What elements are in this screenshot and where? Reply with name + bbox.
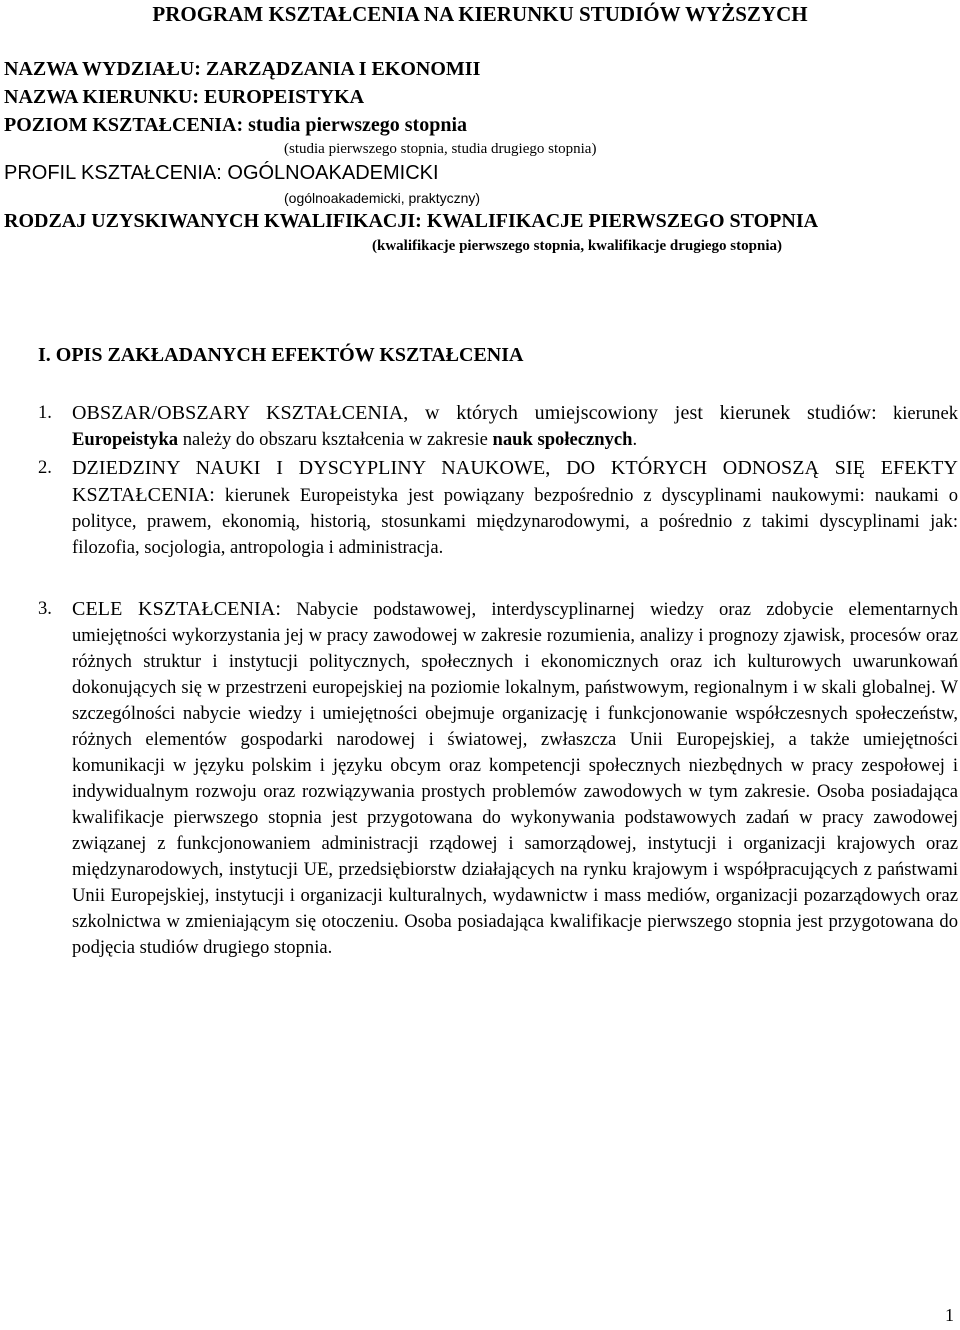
qualification-type-label: RODZAJ UZYSKIWANYCH KWALIFIKACJI: [4, 210, 427, 232]
item-bold-major: Europeistyka [72, 429, 179, 450]
education-profile-value: OGÓLNOAKADEMICKI [227, 162, 439, 184]
education-level-label: POZIOM KSZTAŁCENIA: [4, 114, 249, 136]
qualification-type [4, 210, 818, 233]
item-text: należy do obszaru kształcenia w zakresie [178, 429, 493, 450]
faculty-name: NAZWA WYDZIAŁU: ZARZĄDZANIA I EKONOMII [4, 58, 481, 80]
list-item-3 [38, 596, 958, 961]
list-item-2 [38, 455, 958, 561]
item-heading: OBSZAR/OBSZARY KSZTAŁCENIA, w których umiejscowiony jest kierunek studiów: [72, 402, 877, 424]
item-body [72, 400, 958, 453]
item-heading: DZIEDZINY NAUKI I DYSCYPLINY NAUKOWE, DO KTÓRYCH ODNOSZĄ SIĘ EFEKTY KSZTAŁCENIA: [72, 457, 958, 506]
qualification-type-note: (kwalifikacje pierwszego stopnia, kwalifikacje drugiego stopnia) [372, 238, 782, 254]
item-text: . [632, 429, 638, 450]
section-title: I. OPIS ZAKŁADANYCH EFEKTÓW KSZTAŁCENIA [38, 344, 524, 366]
education-profile-label: PROFIL KSZTAŁCENIA: [4, 162, 228, 184]
item-bold-area: nauk społecznych [492, 429, 633, 450]
list-item-1 [38, 400, 958, 453]
item-text: kierunek Europeistyka jest powiązany bezpośrednio z dyscyplinami naukowymi: naukami o polityce, prawem, ekonomią, historią, stosunkami międzynarodowymi, a pośrednio z takimi dyscyplinami jak: filozofia, socjologia, antropologia i administracja. [72, 485, 958, 558]
item-number: 2. [38, 457, 52, 478]
item-text: Nabycie podstawowej, interdyscyplinarnej wiedzy oraz zdobycie elementarnych umiejętności wykorzystania jej w pracy zawodowej w zakresie rozumienia, analizy i prognozy zjawisk, procesów oraz różnych struktur i instytucji politycznych, społecznych i ekonomicznych oraz ich kulturowych uwarunkowań dokonujących się w przestrzeni europejskiej na poziomie lokalnym, państwowym, regionalnym i w skali globalnej. W szczególności nabycie wiedzy i umiejętności obejmuje organizację i funkcjonowanie współczesnych społeczeństw, różnych elementów gospodarki narodowej i światowej, zwłaszcza Unii Europejskiej, a także umiejętności komunikacji w języku polskim i języku obcym oraz kompetencji społecznych niezbędnych w pracy zespołowej i indywidualnym rozwoju oraz rozwiązywania prostych problemów zawodowych w tym zakresie. Osoba posiadająca kwalifikacje pierwszego stopnia jest przygotowana do wykonywania podstawowych zadań w pracy zawodowej związanej z funkcjonowaniem administracji rządowej i samorządowej, instytucji i organizacji krajowych oraz międzynarodowych, instytucji UE, przedsiębiorstw działających na rynku krajowym i współpracujących z państwami Unii Europejskiej, instytucji i organizacji kulturalnych, wydawnictw i mass mediów, organizacji pozarządowych oraz szkolnictwa w zmieniającym się otoczeniu. Osoba posiadająca kwalifikacje pierwszego stopnia jest przygotowana do podjęcia studiów drugiego stopnia. [72, 599, 958, 958]
item-body [72, 455, 958, 561]
major-name: NAZWA KIERUNKU: EUROPEISTYKA [4, 86, 365, 108]
document-title: PROGRAM KSZTAŁCENIA NA KIERUNKU STUDIÓW WYŻSZYCH [152, 2, 808, 26]
education-level-value: studia pierwszego stopnia [248, 114, 468, 136]
item-body [72, 596, 958, 961]
qualification-type-value: KWALIFIKACJE PIERWSZEGO STOPNIA [426, 210, 819, 232]
education-profile [4, 162, 439, 185]
item-heading: CELE KSZTAŁCENIA: [72, 598, 281, 620]
item-text: kierunek [876, 403, 958, 424]
item-number: 3. [38, 598, 52, 619]
education-level [4, 114, 467, 137]
education-profile-note: (ogólnoakademicki, praktyczny) [284, 190, 481, 206]
page-number: 1 [945, 1305, 954, 1325]
education-level-note: (studia pierwszego stopnia, studia drugiego stopnia) [284, 141, 597, 157]
item-number: 1. [38, 402, 52, 423]
